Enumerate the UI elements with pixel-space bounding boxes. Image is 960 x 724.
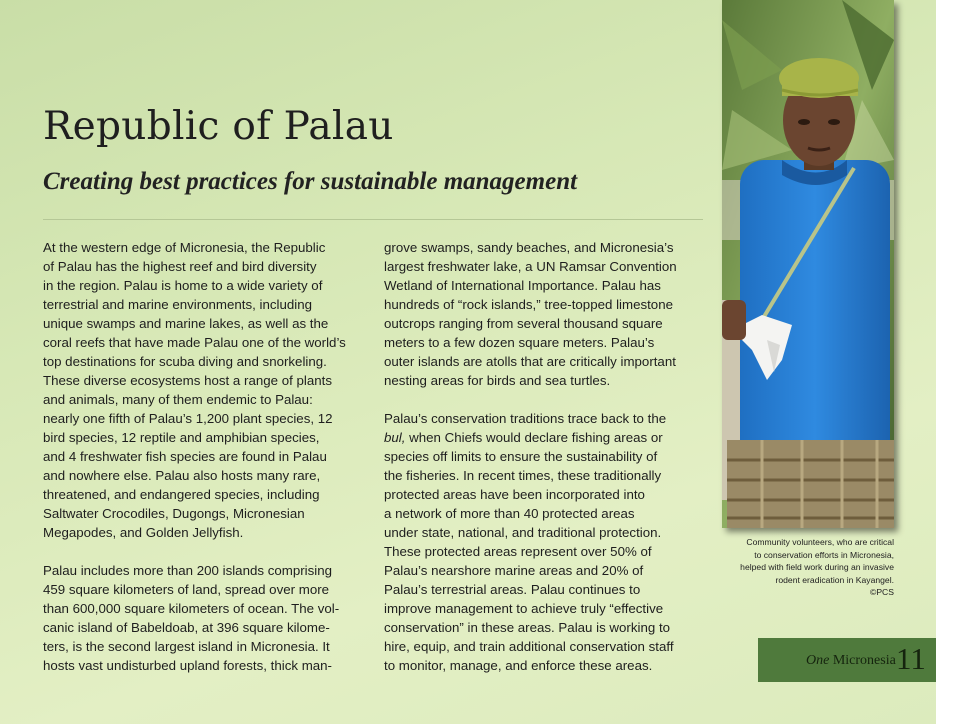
body-line: than 600,000 square kilometers of ocean. The vol- xyxy=(43,601,340,616)
body-line: hundreds of “rock islands,” tree-topped limestone xyxy=(384,297,673,312)
body-line: Palau’s conservation traditions trace back to the xyxy=(384,411,667,426)
caption-line: rodent eradication in Kayangel. xyxy=(775,574,894,585)
body-line: top destinations for scuba diving and snorkeling. xyxy=(43,354,327,369)
page-footer xyxy=(758,638,936,682)
page-title: Republic of Palau xyxy=(43,104,394,149)
body-line: Palau’s nearshore marine areas and 20% of xyxy=(384,563,644,578)
body-line: meters to a few dozen square meters. Palau’s xyxy=(384,335,655,350)
caption-line: Community volunteers, who are critical xyxy=(746,537,894,547)
body-line: These diverse ecosystems host a range of plants xyxy=(43,373,332,388)
volunteer-photo xyxy=(722,0,894,528)
body-line: under state, national, and traditional protection. xyxy=(384,525,662,540)
left-column xyxy=(43,238,373,675)
caption-line: to conservation efforts in Micronesia, xyxy=(754,549,894,560)
body-line: These protected areas represent over 50% of xyxy=(384,544,652,559)
body-line: nearly one fifth of Palau’s 1,200 plant species, 12 xyxy=(43,411,333,426)
bul-line-rest: when Chiefs would declare fishing areas or xyxy=(405,430,663,445)
page-number: 11 xyxy=(896,641,926,676)
right-column xyxy=(384,238,714,675)
body-line: outer islands are atolls that are critically important xyxy=(384,354,676,369)
paragraph-break xyxy=(43,542,373,561)
body-line: bird species, 12 reptile and amphibian species, xyxy=(43,430,320,445)
body-line-bul xyxy=(384,428,714,447)
body-line: nesting areas for birds and sea turtles. xyxy=(384,373,611,388)
photo-credit: ©PCS xyxy=(869,587,894,598)
body-line: coral reefs that have made Palau one of the world’s xyxy=(43,335,346,350)
body-line: hosts vast undisturbed upland forests, thick man- xyxy=(43,658,332,673)
body-line: 459 square kilometers of land, spread over more xyxy=(43,582,330,597)
volunteer-illustration xyxy=(722,0,894,528)
page-subtitle: Creating best practices for sustainable management xyxy=(43,168,578,195)
body-line: Wetland of International Importance. Palau has xyxy=(384,278,661,293)
paragraph-break xyxy=(384,390,714,409)
body-line: hire, equip, and train additional conservation staff xyxy=(384,639,674,654)
body-line: Saltwater Crocodiles, Dugongs, Micronesian xyxy=(43,506,305,521)
publication-name xyxy=(806,653,896,669)
body-line: improve management to achieve truly “effective xyxy=(384,601,664,616)
body-line: Megapodes, and Golden Jellyfish. xyxy=(43,525,244,540)
bul-term: bul, xyxy=(384,430,406,445)
title-divider xyxy=(43,219,703,220)
body-line: At the western edge of Micronesia, the Republic xyxy=(43,240,326,255)
brand-one: One xyxy=(806,653,830,668)
body-line: grove swamps, sandy beaches, and Micronesia’s xyxy=(384,240,674,255)
body-line: protected areas have been incorporated into xyxy=(384,487,645,502)
body-line: in the region. Palau is home to a wide variety of xyxy=(43,278,323,293)
body-line: Palau’s terrestrial areas. Palau continues to xyxy=(384,582,641,597)
body-line: to monitor, manage, and enforce these areas. xyxy=(384,658,653,673)
body-line: terrestrial and marine environments, including xyxy=(43,297,313,312)
body-line: conservation” in these areas. Palau is working to xyxy=(384,620,671,635)
body-line: outcrops ranging from several thousand square xyxy=(384,316,663,331)
body-line: ters, is the second largest island in Micronesia. It xyxy=(43,639,330,654)
body-line: largest freshwater lake, a UN Ramsar Convention xyxy=(384,259,677,274)
body-line: unique swamps and marine lakes, as well as the xyxy=(43,316,329,331)
body-line: of Palau has the highest reef and bird diversity xyxy=(43,259,317,274)
brand-micronesia: Micronesia xyxy=(832,653,896,668)
caption-line: helped with field work during an invasive xyxy=(740,562,894,573)
body-line: Palau includes more than 200 islands comprising xyxy=(43,563,332,578)
body-line: and nowhere else. Palau also hosts many rare, xyxy=(43,468,321,483)
body-line: a network of more than 40 protected areas xyxy=(384,506,635,521)
body-line: the fisheries. In recent times, these traditionally xyxy=(384,468,662,483)
body-line: and 4 freshwater fish species are found in Palau xyxy=(43,449,327,464)
body-line: threatened, and endangered species, including xyxy=(43,487,320,502)
body-line: and animals, many of them endemic to Palau: xyxy=(43,392,313,407)
body-line: canic island of Babeldoab, at 396 square kilome- xyxy=(43,620,330,635)
body-line: species off limits to ensure the sustainability of xyxy=(384,449,658,464)
photo-caption xyxy=(684,536,894,599)
